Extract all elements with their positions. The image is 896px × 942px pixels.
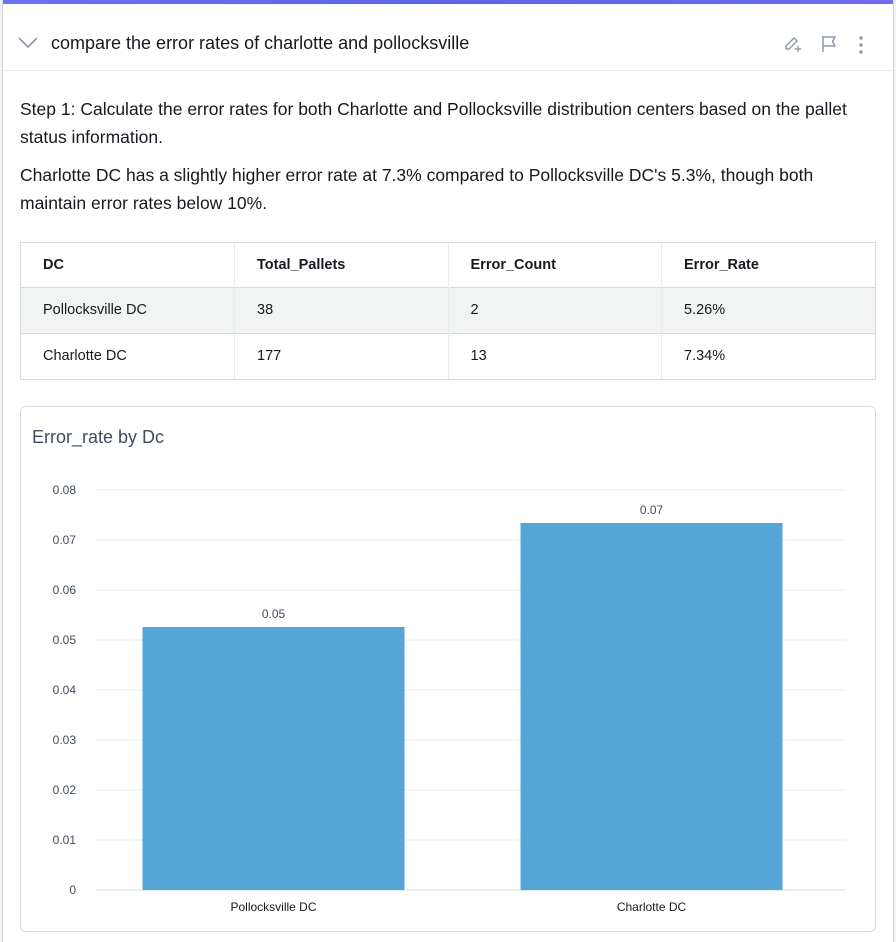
x-tick-label: Pollocksville DC	[230, 900, 317, 914]
table-row	[21, 287, 875, 333]
column-header[interactable]: Total_Pallets	[235, 243, 449, 287]
table-cell: 5.26%	[662, 287, 876, 333]
data-label: 0.07	[639, 503, 664, 517]
table-cell: 7.34%	[662, 333, 876, 379]
top-accent-bar	[3, 0, 893, 4]
chevron-down-icon[interactable]	[17, 35, 39, 51]
header-divider	[3, 70, 893, 71]
table-cell: 177	[235, 333, 449, 379]
column-header[interactable]: DC	[21, 243, 235, 287]
bar-chart	[20, 406, 876, 932]
chart-title: Error_rate by Dc	[32, 427, 165, 447]
table-cell: 13	[448, 333, 662, 379]
chart-card	[20, 406, 876, 932]
y-tick-label: 0.01	[52, 833, 76, 847]
table-cell: 2	[448, 287, 662, 333]
data-label: 0.05	[261, 607, 286, 621]
column-header[interactable]: Error_Count	[448, 243, 662, 287]
column-header[interactable]: Error_Rate	[684, 256, 759, 273]
results-table	[20, 242, 876, 380]
step-text: Step 1: Calculate the error rates for both Charlotte and Pollocksville distribution centers based on the pallet status information.	[20, 99, 847, 147]
table-cell: Pollocksville DC	[21, 287, 235, 333]
bar	[521, 523, 783, 890]
y-tick-label: 0	[69, 883, 76, 897]
answer-card	[2, 0, 894, 942]
question-text: compare the error rates of charlotte and pollocksville	[51, 33, 470, 53]
y-tick-label: 0.07	[52, 533, 76, 547]
table-row	[21, 333, 875, 379]
y-tick-label: 0.06	[52, 583, 76, 597]
table-cell: Charlotte DC	[21, 333, 235, 379]
y-tick-label: 0.03	[52, 733, 76, 747]
question-header[interactable]	[3, 28, 893, 62]
more-vertical-icon[interactable]	[853, 34, 869, 56]
summary-text: Charlotte DC has a slightly higher error rate at 7.3% compared to Pollocksville DC's 5.3%, though both maintain error rates below 10%.	[20, 165, 814, 213]
y-tick-label: 0.04	[52, 683, 76, 697]
table-cell: 38	[235, 287, 449, 333]
y-tick-label: 0.08	[52, 483, 76, 497]
bar	[143, 627, 405, 890]
y-tick-label: 0.02	[52, 783, 76, 797]
table-header-row	[21, 243, 875, 287]
x-tick-label: Charlotte DC	[616, 900, 687, 914]
edit-icon[interactable]	[783, 34, 803, 54]
y-tick-label: 0.05	[52, 633, 76, 647]
flag-icon[interactable]	[819, 34, 839, 54]
